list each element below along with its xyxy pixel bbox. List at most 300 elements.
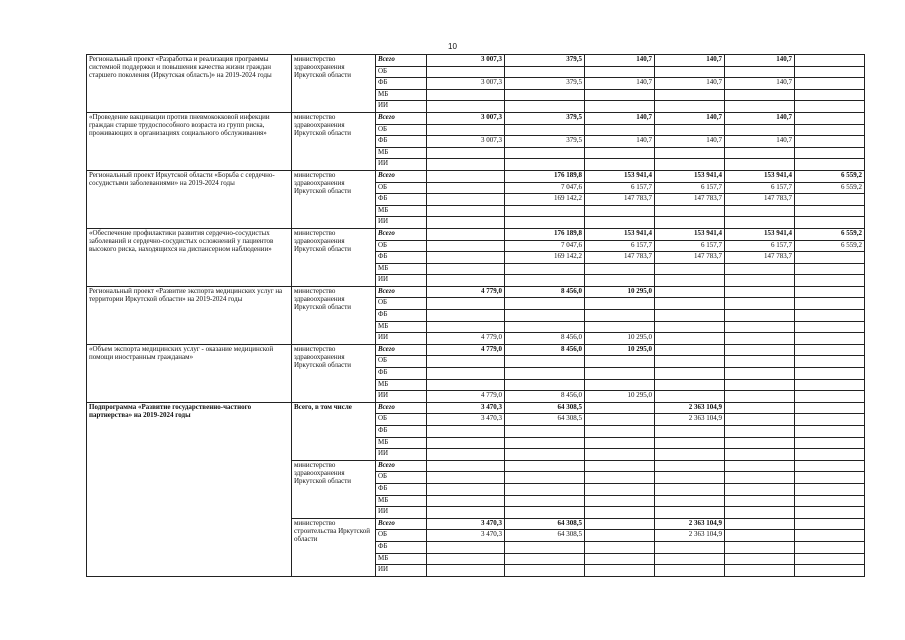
amount-cell xyxy=(655,298,725,310)
funding-source-cell: ФБ xyxy=(376,541,427,553)
amount-cell: 3 470,3 xyxy=(427,414,505,426)
amount-cell xyxy=(725,565,795,577)
funding-source-cell: ИИ xyxy=(376,333,427,345)
amount-cell: 6 157,7 xyxy=(655,182,725,194)
funding-source-cell: Всего xyxy=(376,55,427,67)
funding-source-cell: ФБ xyxy=(376,483,427,495)
amount-cell xyxy=(505,217,585,229)
amount-cell xyxy=(427,170,505,182)
amount-cell xyxy=(585,402,655,414)
funding-source-cell: Всего xyxy=(376,402,427,414)
amount-cell: 4 779,0 xyxy=(427,391,505,403)
amount-cell xyxy=(427,159,505,171)
amount-cell xyxy=(427,495,505,507)
amount-cell xyxy=(655,495,725,507)
amount-cell xyxy=(427,368,505,380)
amount-cell xyxy=(655,426,725,438)
amount-cell xyxy=(505,449,585,461)
amount-cell xyxy=(585,66,655,78)
amount-cell: 379,5 xyxy=(505,136,585,148)
amount-cell xyxy=(585,275,655,287)
amount-cell: 140,7 xyxy=(655,112,725,124)
amount-cell: 3 007,3 xyxy=(427,78,505,90)
amount-cell: 169 142,2 xyxy=(505,194,585,206)
amount-cell xyxy=(585,356,655,368)
program-description: Подпрограмма «Развитие государственно-частного партнерства» на 2019-2024 годы xyxy=(87,402,292,576)
amount-cell xyxy=(795,344,865,356)
amount-cell: 147 783,7 xyxy=(725,194,795,206)
amount-cell: 6 157,7 xyxy=(725,182,795,194)
amount-cell xyxy=(585,379,655,391)
amount-cell: 153 941,4 xyxy=(585,170,655,182)
amount-cell: 153 941,4 xyxy=(585,228,655,240)
amount-cell xyxy=(585,124,655,136)
funding-source-cell: ФБ xyxy=(376,310,427,322)
amount-cell xyxy=(427,194,505,206)
amount-cell xyxy=(725,437,795,449)
amount-cell: 10 295,0 xyxy=(585,333,655,345)
amount-cell xyxy=(725,483,795,495)
funding-source-cell: ИИ xyxy=(376,101,427,113)
funding-source-cell: ОБ xyxy=(376,414,427,426)
amount-cell xyxy=(795,112,865,124)
funding-source-cell: ФБ xyxy=(376,136,427,148)
amount-cell xyxy=(725,472,795,484)
page-number: 10 xyxy=(448,42,457,51)
amount-cell xyxy=(655,205,725,217)
amount-cell: 6 559,2 xyxy=(795,240,865,252)
amount-cell xyxy=(655,483,725,495)
amount-cell xyxy=(795,553,865,565)
amount-cell xyxy=(795,530,865,542)
amount-cell xyxy=(427,89,505,101)
amount-cell xyxy=(505,205,585,217)
amount-cell xyxy=(725,460,795,472)
amount-cell xyxy=(427,437,505,449)
amount-cell xyxy=(725,286,795,298)
amount-cell xyxy=(427,252,505,264)
funding-source-cell: ОБ xyxy=(376,298,427,310)
table-row xyxy=(87,55,865,67)
amount-cell xyxy=(585,298,655,310)
executor-cell: министерство здравоохранения Иркутской области xyxy=(292,170,376,228)
amount-cell xyxy=(427,217,505,229)
amount-cell: 8 456,0 xyxy=(505,391,585,403)
funding-source-cell: МБ xyxy=(376,495,427,507)
amount-cell xyxy=(585,449,655,461)
amount-cell xyxy=(427,240,505,252)
amount-cell xyxy=(795,391,865,403)
amount-cell xyxy=(795,147,865,159)
amount-cell xyxy=(725,263,795,275)
program-description: Региональный проект «Разработка и реализация программы системной поддержки и повышения качества жизни граждан старшего поколения (Иркутская область)» на 2019-2024 годы xyxy=(87,55,292,113)
funding-source-cell: ОБ xyxy=(376,356,427,368)
amount-cell: 153 941,4 xyxy=(725,170,795,182)
amount-cell: 2 363 104,9 xyxy=(655,530,725,542)
amount-cell: 140,7 xyxy=(655,55,725,67)
amount-cell xyxy=(725,333,795,345)
amount-cell: 153 941,4 xyxy=(655,170,725,182)
amount-cell xyxy=(795,136,865,148)
amount-cell xyxy=(725,321,795,333)
amount-cell xyxy=(585,553,655,565)
amount-cell xyxy=(795,55,865,67)
amount-cell xyxy=(795,205,865,217)
amount-cell xyxy=(505,101,585,113)
amount-cell xyxy=(505,321,585,333)
amount-cell xyxy=(585,217,655,229)
amount-cell: 3 470,3 xyxy=(427,402,505,414)
amount-cell xyxy=(655,310,725,322)
amount-cell: 3 470,3 xyxy=(427,530,505,542)
amount-cell xyxy=(795,124,865,136)
amount-cell xyxy=(725,541,795,553)
funding-source-cell: ФБ xyxy=(376,252,427,264)
table-body xyxy=(87,55,865,577)
executor-cell: министерство здравоохранения Иркутской области xyxy=(292,286,376,344)
amount-cell xyxy=(725,379,795,391)
amount-cell xyxy=(795,89,865,101)
funding-source-cell: ОБ xyxy=(376,530,427,542)
amount-cell xyxy=(427,310,505,322)
amount-cell xyxy=(795,518,865,530)
table-row xyxy=(87,402,865,414)
amount-cell xyxy=(505,553,585,565)
amount-cell xyxy=(427,66,505,78)
program-description: Региональный проект Иркутской области «Борьба с сердечно-сосудистыми заболеваниями» на 2019-2024 годы xyxy=(87,170,292,228)
amount-cell xyxy=(655,541,725,553)
amount-cell xyxy=(505,460,585,472)
amount-cell xyxy=(795,472,865,484)
funding-source-cell: МБ xyxy=(376,321,427,333)
amount-cell xyxy=(795,101,865,113)
amount-cell xyxy=(427,426,505,438)
amount-cell xyxy=(795,541,865,553)
amount-cell xyxy=(795,379,865,391)
program-description: «Обеспечение профилактики развития сердечно-сосудистых заболеваний и сердечно-сосудистых осложнений у пациентов высокого риска, находящихся на диспансерном наблюдении» xyxy=(87,228,292,286)
amount-cell xyxy=(505,275,585,287)
amount-cell: 4 779,0 xyxy=(427,286,505,298)
funding-source-cell: Всего xyxy=(376,286,427,298)
amount-cell xyxy=(725,66,795,78)
amount-cell xyxy=(655,460,725,472)
amount-cell: 6 559,2 xyxy=(795,228,865,240)
amount-cell: 6 559,2 xyxy=(795,182,865,194)
amount-cell xyxy=(725,356,795,368)
amount-cell xyxy=(725,426,795,438)
funding-source-cell: ФБ xyxy=(376,426,427,438)
amount-cell xyxy=(795,507,865,519)
amount-cell xyxy=(427,472,505,484)
amount-cell xyxy=(505,89,585,101)
amount-cell: 64 308,5 xyxy=(505,518,585,530)
amount-cell xyxy=(795,495,865,507)
amount-cell xyxy=(725,530,795,542)
amount-cell xyxy=(795,263,865,275)
amount-cell xyxy=(585,368,655,380)
amount-cell: 3 007,3 xyxy=(427,136,505,148)
amount-cell xyxy=(427,321,505,333)
funding-source-cell: ИИ xyxy=(376,449,427,461)
funding-source-cell: ФБ xyxy=(376,368,427,380)
funding-source-cell: ОБ xyxy=(376,124,427,136)
amount-cell xyxy=(585,263,655,275)
amount-cell xyxy=(585,89,655,101)
amount-cell xyxy=(585,101,655,113)
amount-cell xyxy=(585,507,655,519)
amount-cell xyxy=(427,379,505,391)
funding-source-cell: Всего xyxy=(376,518,427,530)
amount-cell xyxy=(725,449,795,461)
amount-cell xyxy=(585,310,655,322)
amount-cell xyxy=(655,379,725,391)
amount-cell xyxy=(585,483,655,495)
amount-cell: 6 157,7 xyxy=(725,240,795,252)
amount-cell xyxy=(585,147,655,159)
amount-cell xyxy=(795,159,865,171)
amount-cell xyxy=(585,321,655,333)
amount-cell xyxy=(505,66,585,78)
executor-cell: министерство здравоохранения Иркутской области xyxy=(292,460,376,518)
funding-source-cell: ИИ xyxy=(376,217,427,229)
funding-source-cell: МБ xyxy=(376,89,427,101)
amount-cell: 2 363 104,9 xyxy=(655,518,725,530)
amount-cell xyxy=(655,391,725,403)
amount-cell xyxy=(795,565,865,577)
amount-cell xyxy=(427,228,505,240)
amount-cell xyxy=(795,252,865,264)
funding-source-cell: ОБ xyxy=(376,66,427,78)
funding-source-cell: МБ xyxy=(376,205,427,217)
amount-cell xyxy=(655,565,725,577)
funding-source-cell: ИИ xyxy=(376,391,427,403)
amount-cell xyxy=(655,507,725,519)
funding-source-cell: ОБ xyxy=(376,182,427,194)
amount-cell xyxy=(655,124,725,136)
amount-cell: 140,7 xyxy=(585,78,655,90)
amount-cell xyxy=(427,483,505,495)
budget-table xyxy=(86,54,865,577)
funding-source-cell: Всего xyxy=(376,344,427,356)
amount-cell xyxy=(427,124,505,136)
amount-cell xyxy=(427,101,505,113)
amount-cell: 140,7 xyxy=(725,55,795,67)
amount-cell xyxy=(725,402,795,414)
amount-cell xyxy=(427,449,505,461)
amount-cell xyxy=(427,356,505,368)
executor-cell: министерство здравоохранения Иркутской области xyxy=(292,112,376,170)
amount-cell xyxy=(505,263,585,275)
amount-cell xyxy=(725,124,795,136)
amount-cell xyxy=(655,263,725,275)
program-description: «Объем экспорта медицинских услуг - оказание медицинской помощи иностранным гражданам» xyxy=(87,344,292,402)
amount-cell: 4 779,0 xyxy=(427,333,505,345)
amount-cell xyxy=(725,368,795,380)
amount-cell xyxy=(795,333,865,345)
amount-cell xyxy=(795,275,865,287)
amount-cell xyxy=(505,368,585,380)
amount-cell xyxy=(585,565,655,577)
amount-cell xyxy=(585,414,655,426)
amount-cell: 7 047,6 xyxy=(505,182,585,194)
amount-cell: 2 363 104,9 xyxy=(655,414,725,426)
amount-cell: 176 189,8 xyxy=(505,228,585,240)
amount-cell xyxy=(655,147,725,159)
amount-cell xyxy=(725,310,795,322)
amount-cell: 140,7 xyxy=(585,136,655,148)
amount-cell xyxy=(725,495,795,507)
amount-cell xyxy=(505,483,585,495)
amount-cell xyxy=(655,553,725,565)
amount-cell xyxy=(585,541,655,553)
funding-source-cell: ОБ xyxy=(376,240,427,252)
amount-cell xyxy=(725,205,795,217)
table-row xyxy=(87,170,865,182)
amount-cell: 10 295,0 xyxy=(585,286,655,298)
amount-cell xyxy=(585,426,655,438)
program-description: «Проведение вакцинации против пневмококковой инфекции граждан старше трудоспособного возраста из групп риска, проживающих в организациях социального обслуживания» xyxy=(87,112,292,170)
amount-cell: 6 559,2 xyxy=(795,170,865,182)
table-row xyxy=(87,112,865,124)
amount-cell xyxy=(427,460,505,472)
amount-cell xyxy=(795,483,865,495)
amount-cell xyxy=(505,437,585,449)
amount-cell xyxy=(725,414,795,426)
executor-cell: Всего, в том числе xyxy=(292,402,376,460)
funding-source-cell: Всего xyxy=(376,170,427,182)
amount-cell xyxy=(795,286,865,298)
amount-cell xyxy=(585,518,655,530)
amount-cell xyxy=(655,368,725,380)
amount-cell: 10 295,0 xyxy=(585,391,655,403)
funding-source-cell: МБ xyxy=(376,553,427,565)
amount-cell: 140,7 xyxy=(655,136,725,148)
amount-cell xyxy=(427,182,505,194)
amount-cell: 147 783,7 xyxy=(585,194,655,206)
amount-cell xyxy=(427,298,505,310)
amount-cell: 140,7 xyxy=(585,112,655,124)
amount-cell xyxy=(655,333,725,345)
amount-cell: 3 470,3 xyxy=(427,518,505,530)
amount-cell xyxy=(725,159,795,171)
table-row xyxy=(87,286,865,298)
amount-cell xyxy=(505,379,585,391)
amount-cell xyxy=(505,426,585,438)
amount-cell xyxy=(655,275,725,287)
funding-source-cell: ФБ xyxy=(376,78,427,90)
amount-cell: 153 941,4 xyxy=(725,228,795,240)
amount-cell xyxy=(725,89,795,101)
funding-source-cell: МБ xyxy=(376,437,427,449)
funding-source-cell: ИИ xyxy=(376,507,427,519)
amount-cell: 2 363 104,9 xyxy=(655,402,725,414)
amount-cell: 6 157,7 xyxy=(655,240,725,252)
amount-cell: 64 308,5 xyxy=(505,414,585,426)
amount-cell: 10 295,0 xyxy=(585,344,655,356)
amount-cell xyxy=(795,437,865,449)
amount-cell xyxy=(585,530,655,542)
amount-cell xyxy=(655,66,725,78)
amount-cell xyxy=(725,518,795,530)
amount-cell: 140,7 xyxy=(725,78,795,90)
amount-cell xyxy=(505,159,585,171)
amount-cell xyxy=(795,449,865,461)
amount-cell xyxy=(725,101,795,113)
funding-source-cell: ИИ xyxy=(376,565,427,577)
amount-cell xyxy=(427,205,505,217)
amount-cell: 140,7 xyxy=(655,78,725,90)
amount-cell xyxy=(795,460,865,472)
funding-source-cell: МБ xyxy=(376,379,427,391)
amount-cell xyxy=(427,553,505,565)
amount-cell: 379,5 xyxy=(505,55,585,67)
amount-cell: 6 157,7 xyxy=(585,182,655,194)
amount-cell xyxy=(655,437,725,449)
amount-cell xyxy=(655,356,725,368)
funding-source-cell: Всего xyxy=(376,228,427,240)
amount-cell xyxy=(655,472,725,484)
amount-cell xyxy=(585,495,655,507)
amount-cell: 8 456,0 xyxy=(505,344,585,356)
table-row xyxy=(87,228,865,240)
program-description: Региональный проект «Развитие экспорта медицинских услуг на территории Иркутской области» на 2019-2024 годы xyxy=(87,286,292,344)
amount-cell: 147 783,7 xyxy=(655,252,725,264)
amount-cell: 8 456,0 xyxy=(505,286,585,298)
amount-cell xyxy=(505,565,585,577)
amount-cell xyxy=(427,565,505,577)
amount-cell xyxy=(725,553,795,565)
amount-cell xyxy=(585,159,655,171)
amount-cell xyxy=(427,507,505,519)
amount-cell: 140,7 xyxy=(725,136,795,148)
amount-cell xyxy=(505,147,585,159)
amount-cell xyxy=(725,298,795,310)
amount-cell: 169 142,2 xyxy=(505,252,585,264)
amount-cell: 153 941,4 xyxy=(655,228,725,240)
amount-cell xyxy=(725,147,795,159)
amount-cell: 7 047,6 xyxy=(505,240,585,252)
amount-cell xyxy=(505,507,585,519)
amount-cell xyxy=(795,298,865,310)
amount-cell xyxy=(795,78,865,90)
amount-cell xyxy=(505,472,585,484)
amount-cell xyxy=(585,460,655,472)
amount-cell xyxy=(427,263,505,275)
amount-cell: 3 007,3 xyxy=(427,112,505,124)
amount-cell: 8 456,0 xyxy=(505,333,585,345)
amount-cell xyxy=(585,437,655,449)
amount-cell xyxy=(655,449,725,461)
amount-cell: 64 308,5 xyxy=(505,530,585,542)
amount-cell xyxy=(505,310,585,322)
amount-cell: 4 779,0 xyxy=(427,344,505,356)
amount-cell xyxy=(795,321,865,333)
amount-cell xyxy=(725,275,795,287)
amount-cell xyxy=(725,344,795,356)
amount-cell xyxy=(655,344,725,356)
amount-cell: 64 308,5 xyxy=(505,402,585,414)
amount-cell xyxy=(655,101,725,113)
amount-cell xyxy=(505,541,585,553)
amount-cell xyxy=(795,217,865,229)
funding-source-cell: ОБ xyxy=(376,472,427,484)
amount-cell xyxy=(795,402,865,414)
amount-cell xyxy=(505,298,585,310)
amount-cell: 379,5 xyxy=(505,112,585,124)
amount-cell xyxy=(427,275,505,287)
amount-cell: 147 783,7 xyxy=(725,252,795,264)
amount-cell xyxy=(427,147,505,159)
